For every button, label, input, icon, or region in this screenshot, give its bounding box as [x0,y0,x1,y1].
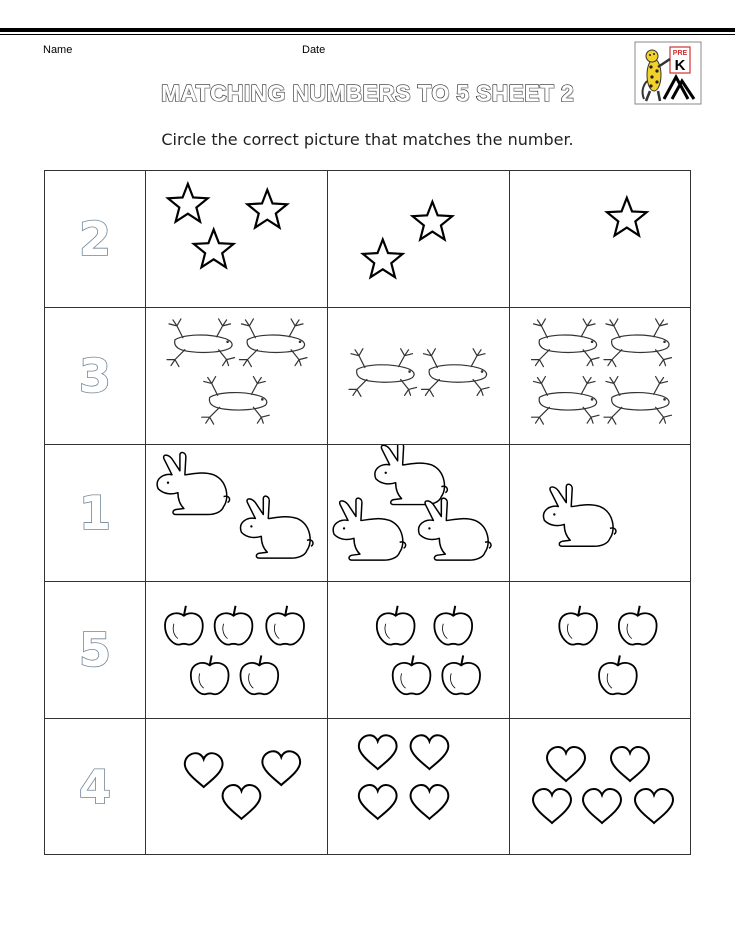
top-rule [0,28,735,32]
apple-icon [442,655,480,694]
heart-icon [223,785,261,819]
number-cell [45,719,146,855]
number-cell [45,308,146,445]
grid-row [45,171,690,308]
heart-icon [611,747,649,781]
star-icon [413,202,453,240]
rabbit-icon [241,496,313,558]
frog-icon [349,349,417,397]
picture-option-cell[interactable] [146,719,328,855]
number-cell [45,171,146,308]
frog-icon [532,376,600,424]
picture-option-cell[interactable] [328,171,510,308]
apple-icon [266,606,304,645]
frog-icon [604,376,672,424]
number-cell [45,582,146,719]
apple-icon [240,655,278,694]
picture-option-cell[interactable] [146,582,328,719]
apple-icon [393,655,431,694]
heart-icon [411,785,449,819]
frog-icon [421,349,489,397]
grid-row [45,719,690,855]
grid-row [45,308,690,445]
heart-icon [262,751,300,785]
rabbit-icon [375,445,447,505]
frog-icon [239,319,307,367]
picture-option-cell[interactable] [328,308,510,445]
apple-icon [434,606,472,645]
logo-pre-text: PRE [672,50,688,57]
rabbit-icon [157,452,229,514]
frog-icon [202,376,270,424]
page-title: MATCHING NUMBERS TO 5 SHEET 2 [161,80,574,106]
target-number: 3 [78,349,111,403]
heart-icon [547,747,585,781]
picture-option-cell[interactable] [510,308,691,445]
rabbit-icon [544,484,616,546]
target-number: 5 [78,623,111,677]
picture-option-cell[interactable] [328,445,510,582]
star-icon [607,198,647,236]
star-icon [363,239,403,277]
instruction-text: Circle the correct picture that matches the number. [161,130,574,149]
apple-icon [619,606,657,645]
picture-option-cell[interactable] [146,308,328,445]
apple-icon [559,606,597,645]
apple-icon [165,606,203,645]
star-icon [168,184,208,222]
logo-k-text: K [674,57,686,74]
heart-icon [533,789,571,823]
frog-icon [167,319,235,367]
apple-icon [215,606,253,645]
picture-option-cell[interactable] [328,719,510,855]
frog-icon [532,319,600,367]
star-icon [247,190,287,228]
top-rule-thin [0,34,735,35]
picture-option-cell[interactable] [510,582,691,719]
date-label: Date [302,44,326,56]
target-number: 2 [78,212,111,266]
frog-icon [604,319,672,367]
apple-icon [599,655,637,694]
target-number: 1 [78,486,111,540]
grid-row [45,445,690,582]
rabbit-icon [333,498,405,560]
heart-icon [635,789,673,823]
heart-icon [583,789,621,823]
apple-icon [377,606,415,645]
picture-option-cell[interactable] [510,445,691,582]
target-number: 4 [78,760,111,814]
matching-grid [44,170,691,855]
picture-option-cell[interactable] [146,171,328,308]
heart-icon [359,785,397,819]
number-cell [45,445,146,582]
apple-icon [191,655,229,694]
grid-row [45,582,690,719]
name-label: Name [43,44,73,56]
picture-option-cell[interactable] [328,582,510,719]
heart-icon [359,735,397,769]
picture-option-cell[interactable] [510,719,691,855]
heart-icon [185,753,223,787]
picture-option-cell[interactable] [146,445,328,582]
star-icon [194,230,234,268]
rabbit-icon [419,498,491,560]
heart-icon [411,735,449,769]
picture-option-cell[interactable] [510,171,691,308]
